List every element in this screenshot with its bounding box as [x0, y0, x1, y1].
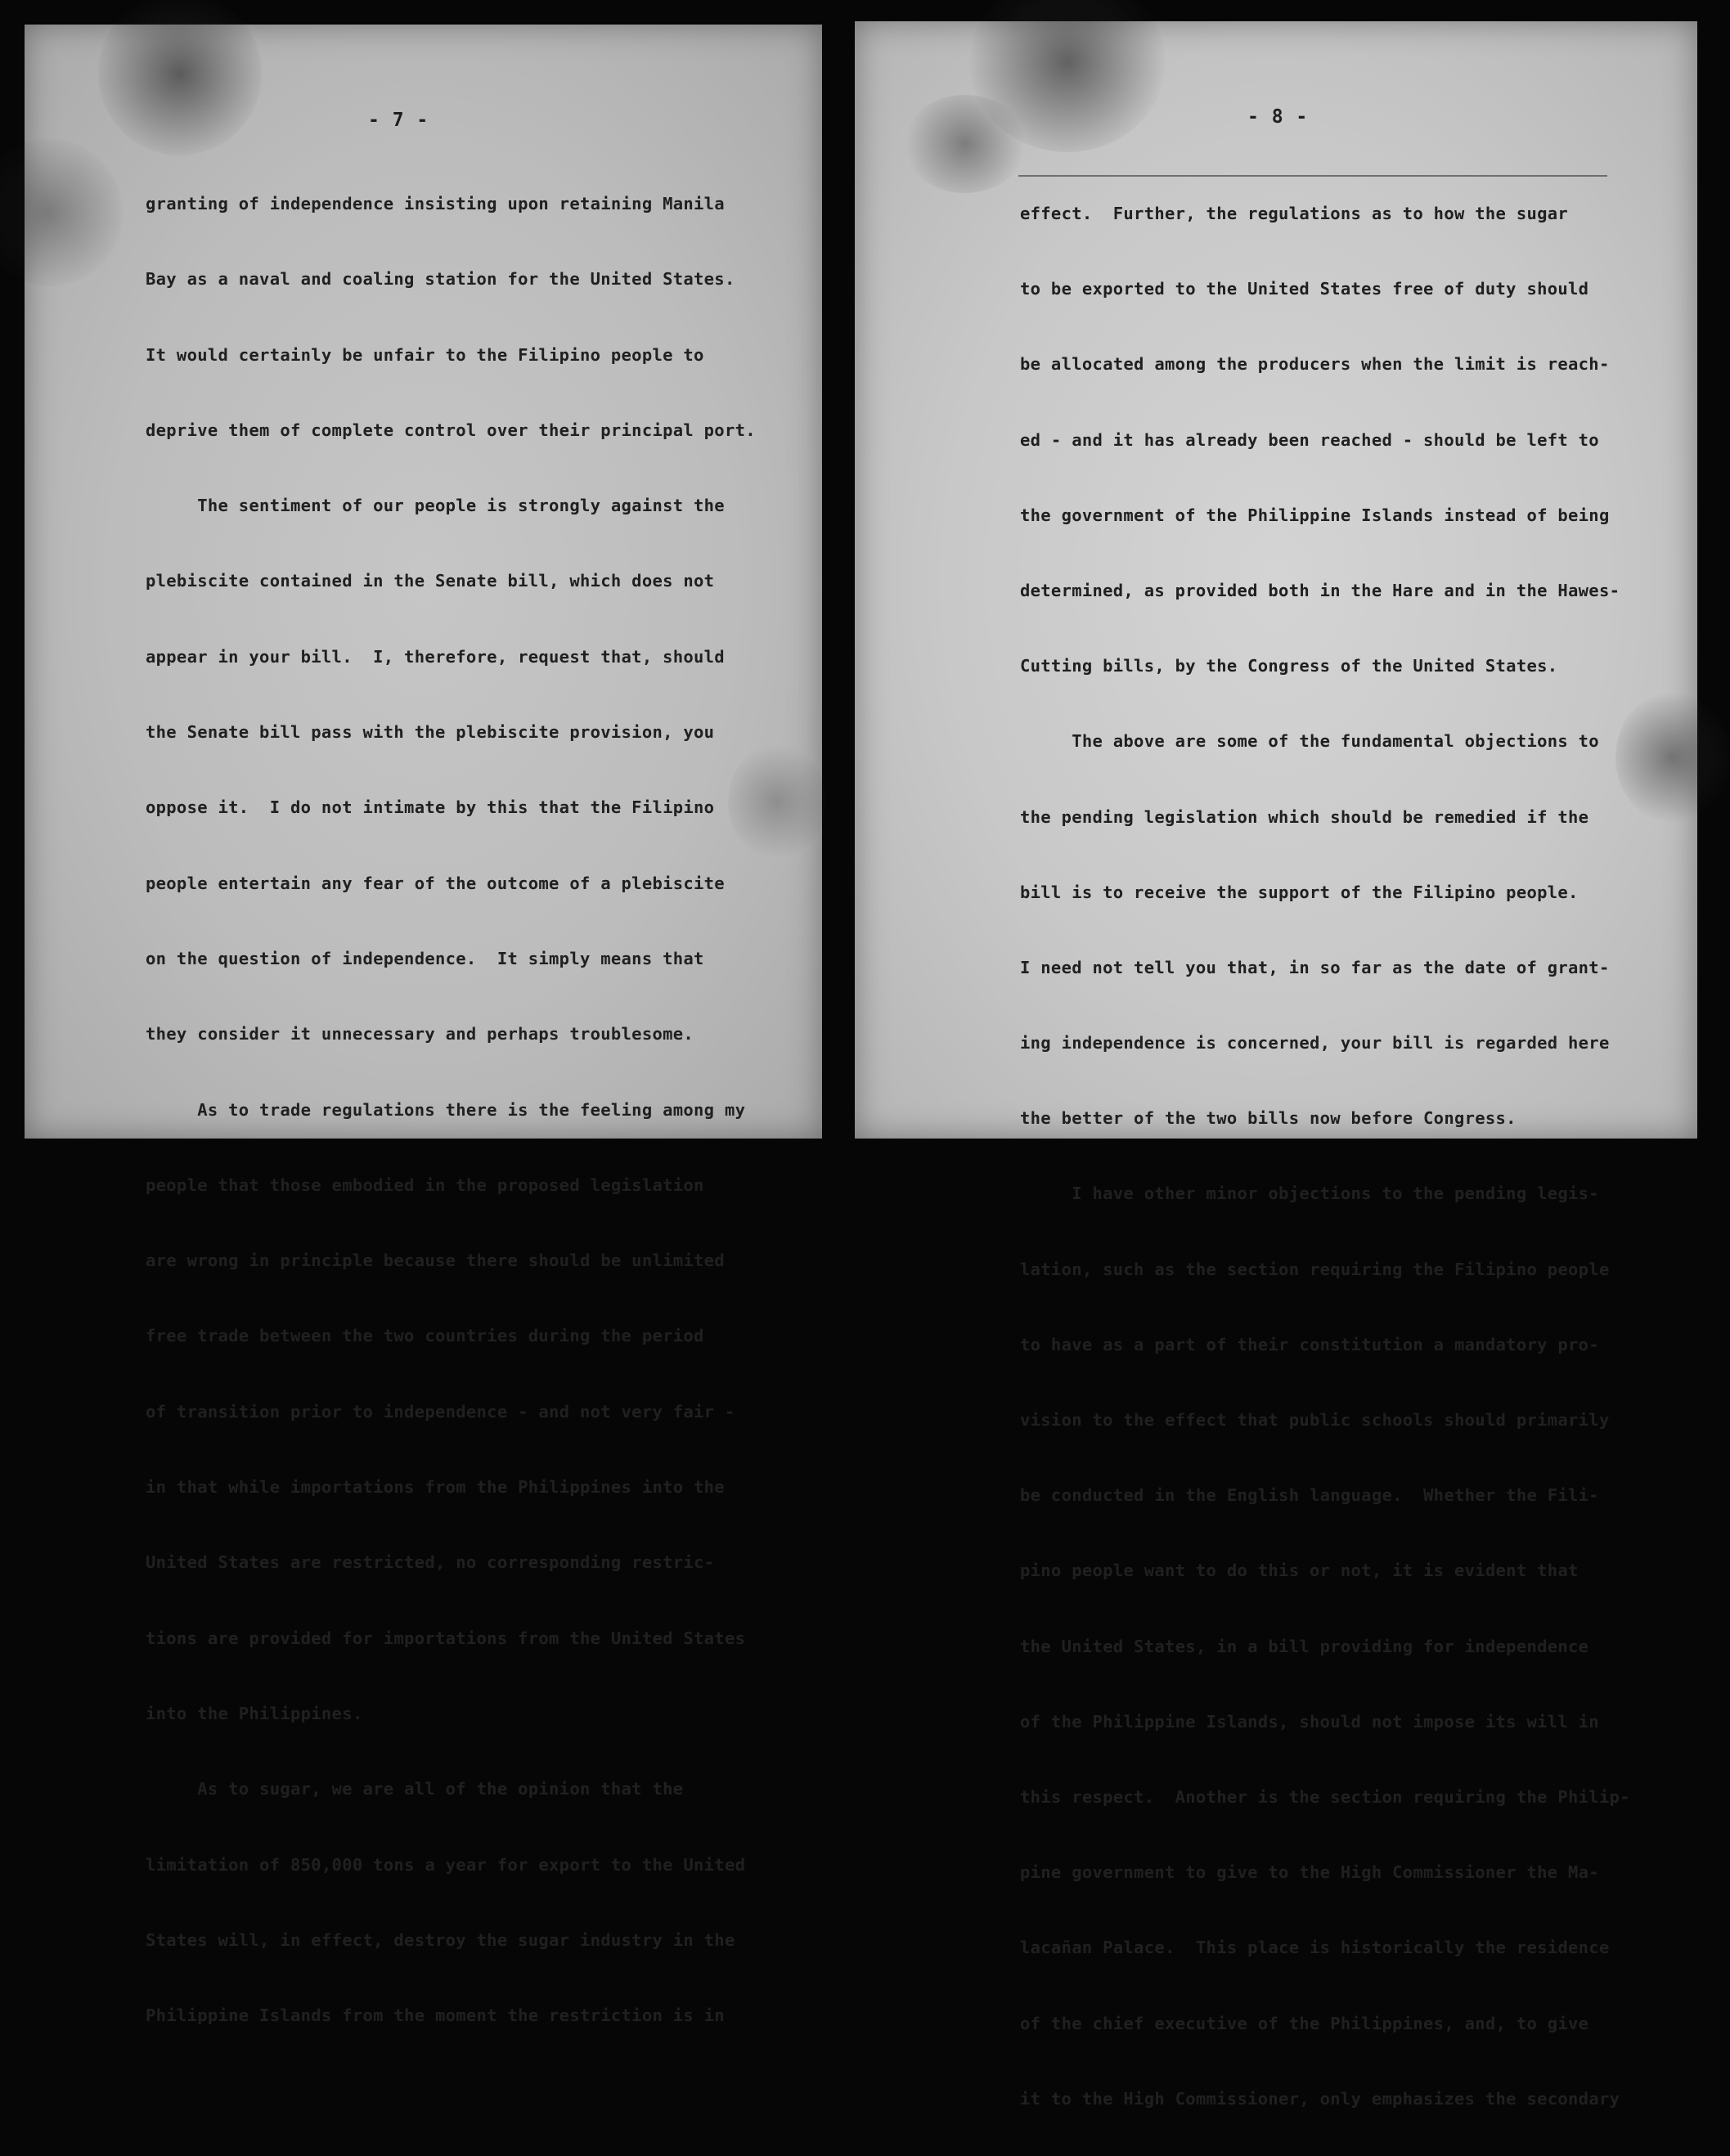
- text-line: As to trade regulations there is the feeling among my: [146, 1099, 746, 1120]
- text-line: Philippine Islands from the moment the restriction is in: [146, 2006, 725, 2026]
- text-line: ed - and it has already been reached - should be left to: [1020, 429, 1599, 450]
- text-line: the better of the two bills now before Congress.: [1020, 1108, 1517, 1129]
- text-line: oppose it. I do not intimate by this that the Filipino: [146, 797, 715, 818]
- text-line: people entertain any fear of the outcome of a plebiscite: [146, 873, 725, 893]
- text-line: The sentiment of our people is strongly against the: [146, 496, 725, 516]
- text-line: limitation of 850,000 tons a year for export to the United: [146, 1854, 746, 1875]
- text-line: I have other minor objections to the pending legis-: [1020, 1184, 1599, 1204]
- text-line: be allocated among the producers when the limit is reach-: [1020, 354, 1610, 375]
- text-line: into the Philippines.: [146, 1703, 363, 1723]
- text-line: effect. Further, the regulations as to how the sugar: [1020, 204, 1569, 223]
- page-body-text: [146, 146, 756, 2073]
- text-line: The above are some of the fundamental objections to: [1020, 731, 1599, 752]
- text-line: appear in your bill. I, therefore, request that, should: [146, 646, 725, 667]
- text-line: It would certainly be unfair to the Filipino people to: [146, 344, 704, 365]
- ink-smudge: [98, 0, 262, 155]
- text-line: it to the High Commissioner, only emphasizes the secondary: [1020, 2088, 1620, 2109]
- text-line: pino people want to do this or not, it is evident that: [1020, 1561, 1579, 1581]
- text-line: determined, as provided both in the Hare and in the Hawes-: [1020, 580, 1620, 600]
- page-body-text: [1020, 156, 1630, 2156]
- text-line: deprive them of complete control over their principal port.: [146, 420, 756, 440]
- text-line: of transition prior to independence - and not very fair -: [146, 1401, 735, 1422]
- text-line: Cutting bills, by the Congress of the United States.: [1020, 656, 1558, 676]
- text-line: plebiscite contained in the Senate bill, which does not: [146, 571, 715, 591]
- text-line: vision to the effect that public schools should primarily: [1020, 1410, 1610, 1430]
- ink-smudge: [904, 95, 1027, 193]
- text-line: to be exported to the United States free of duty should: [1020, 279, 1589, 299]
- text-line: people that those embodied in the proposed legislation: [146, 1175, 704, 1195]
- text-line: are wrong in principle because there should be unlimited: [146, 1251, 725, 1271]
- ink-smudge: [1615, 692, 1730, 823]
- text-line: lacañan Palace. This place is historically the residence: [1020, 1938, 1610, 1958]
- text-line: granting of independence insisting upon retaining Manila: [146, 194, 725, 213]
- text-line: to have as a part of their constitution a mandatory pro-: [1020, 1334, 1599, 1354]
- text-line: on the question of independence. It simply means that: [146, 948, 704, 968]
- text-line: in that while importations from the Philippines into the: [146, 1477, 725, 1498]
- text-line: free trade between the two countries during the period: [146, 1326, 704, 1346]
- ink-smudge: [0, 139, 123, 286]
- page-left: [25, 25, 822, 2026]
- text-line: I need not tell you that, in so far as the date of grant-: [1020, 957, 1610, 977]
- text-line: United States are restricted, no corresponding restric-: [146, 1552, 715, 1573]
- text-line: As to sugar, we are all of the opinion that the: [146, 1779, 684, 1799]
- text-line: ing independence is concerned, your bill is regarded here: [1020, 1033, 1610, 1053]
- text-line: be conducted in the English language. Whether the Fili-: [1020, 1485, 1599, 1506]
- page-number: - 7 -: [368, 110, 429, 131]
- text-line: lation, such as the section requiring the Filipino people: [1020, 1259, 1610, 1279]
- text-line: bill is to receive the support of the Filipino people.: [1020, 882, 1579, 902]
- text-line: tions are provided for importations from the United States: [146, 1628, 746, 1648]
- text-line: the Senate bill pass with the plebiscite provision, you: [146, 722, 715, 743]
- text-line: of the chief executive of the Philippines, and, to give: [1020, 2013, 1589, 2033]
- ink-smudge: [969, 0, 1166, 152]
- page-number: - 8 -: [1247, 106, 1309, 128]
- text-line: the pending legislation which should be remedied if the: [1020, 806, 1589, 827]
- text-line: pine government to give to the High Commissioner the Ma-: [1020, 1862, 1599, 1883]
- text-line: the United States, in a bill providing for independence: [1020, 1636, 1589, 1656]
- text-line: States will, in effect, destroy the sugar industry in the: [146, 1929, 735, 1950]
- text-line: the government of the Philippine Islands instead of being: [1020, 505, 1610, 525]
- text-line: Bay as a naval and coaling station for the United States.: [146, 269, 735, 290]
- text-line: this respect. Another is the section requiring the Philip-: [1020, 1786, 1630, 1807]
- text-line: they consider it unnecessary and perhaps troublesome.: [146, 1024, 694, 1044]
- page-right: [855, 21, 1697, 2109]
- text-line: of the Philippine Islands, should not impose its will in: [1020, 1711, 1599, 1732]
